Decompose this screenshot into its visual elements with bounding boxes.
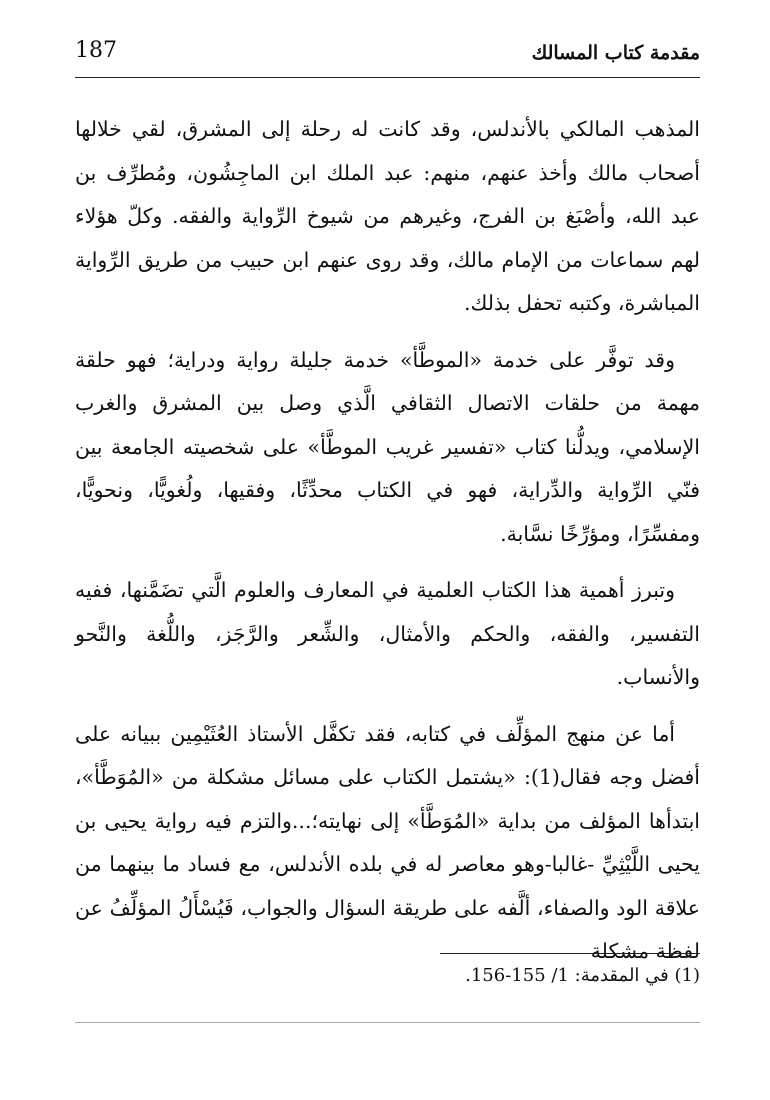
footnote-divider	[440, 953, 700, 954]
paragraph-3: وتبرز أهمية هذا الكتاب العلمية في المعارف والعلوم الَّتي تضَمَّنها، ففيه التفسير، والفقه، والحكم والأمثال، والشِّعر والرَّجَز، واللُّغة والنَّحو والأنساب.	[75, 578, 700, 689]
header-divider	[75, 77, 700, 78]
running-title: مقدمة كتاب المسالك	[531, 42, 700, 64]
paragraph-1: المذهب المالكي بالأندلس، وقد كانت له رحلة إلى المشرق، لقي خلالها أصحاب مالك وأخذ عنهم، منهم: عبد الملك ابن الماجِشُون، ومُطرِّف بن عبد الله، وأصْبَغ بن الفرج، وغيرهم من شيوخ الرِّواية والفقه. وكلّ هؤلاء لهم سماعات من الإمام مالك، وقد روى عنهم ابن حبيب من طريق الرِّواية المباشرة، وكتبه تحفل بذلك.	[75, 117, 700, 315]
footnote: (1) في المقدمة: 1/ 155-156.	[465, 965, 700, 986]
paragraph-4: أما عن منهج المؤلِّف في كتابه، فقد تكفَّل الأستاذ العُثَيْمِين ببيانه على أفضل وجه فقال(1): «يشتمل الكتاب على مسائل مشكلة من «المُوَطَّأ»، ابتدأها المؤلف من بداية «المُوَطَّأ» إلى نهايته؛...والتزم فيه رواية يحيى بن يحيى اللَّيْثِيِّ -غالبا-وهو معاصر له في بلده الأندلس، مع فساد ما بينهما من علاقة الود والصفاء، ألَّفه على طريقة السؤال والجواب، فَيُسْأَلُ المؤلِّفُ عن لفظة مشكلة	[75, 721, 700, 963]
paragraph-2: وقد توفَّر على خدمة «الموطَّأ» خدمة جليلة رواية ودراية؛ فهو حلقة مهمة من حلقات الاتصال الثقافي الَّذي وصل بين المشرق والغرب الإسلامي، ويدلُّنا كتاب «تفسير غريب الموطَّأ» على شخصيته الجامعة بين فنّي الرِّواية والدِّراية، فهو في الكتاب محدِّثًا، وفقيها، ولُغويًّا، ونحويًّا، ومفسِّرًا، ومؤرِّخًا نسَّابة.	[75, 347, 700, 546]
main-text	[75, 108, 700, 974]
running-header	[75, 34, 700, 74]
bottom-divider	[75, 1022, 700, 1023]
page-number: 187	[75, 38, 117, 63]
